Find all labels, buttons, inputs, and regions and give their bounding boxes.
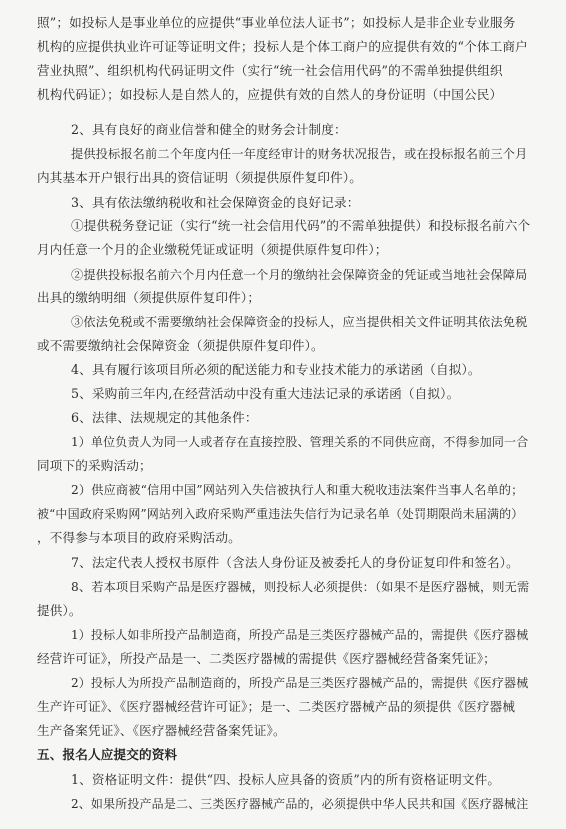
text-line: 4、具有履行该项目所必须的配送能力和专业技术能力的承诺函（自拟）。 xyxy=(71,362,481,377)
text-line: ，不得参与本项目的政府采购活动。 xyxy=(37,530,241,545)
text-line: 1）单位负责人为同一人或者存在直接控股、管理关系的不同供应商，不得参加同一合 xyxy=(71,435,529,449)
text-line: 或不需要缴纳社会保障资金（须提供原件复印件）。 xyxy=(37,338,324,353)
text-line: 2、具有良好的商业信誉和健全的财务会计制度： xyxy=(71,122,347,137)
text-line: 出具的缴纳明细（须提供原件复印件）； xyxy=(37,290,261,305)
text-line: 提供）。 xyxy=(37,603,82,618)
text-line: 2）供应商被“信用中国”网站列入失信被执行人和重大税收违法案件当事人名单的； xyxy=(71,483,524,497)
text-line: 照”；如投标人是事业单位的应提供“事业单位法人证书”；如投标人是非企业专业服务 xyxy=(37,15,516,30)
text-line: 1）投标人如非所投产品制造商，所投产品是三类医疗器械产品的，需提供《医疗器械 xyxy=(71,628,529,642)
text-line: 3、具有依法缴纳税收和社会保障资金的良好记录： xyxy=(71,195,360,210)
text-line: ①提供税务登记证（实行“统一社会信用代码”的不需单独提供）和投标报名前六个 xyxy=(71,218,531,233)
text-line: 7、法定代表人授权书原件（含法人身份证及被委托人的身份证复印件和签名）。 xyxy=(71,555,519,570)
text-line: 生产备案凭证》、《医疗器械经营备案凭证》。 xyxy=(37,723,286,738)
text-line: 营业执照”、组织机构代码证明文件（实行“统一社会信用代码”的不需单独提供组织 xyxy=(37,63,503,78)
text-line: 机构的应提供执业许可证等证明文件；投标人是个体工商户的应提供有效的“个体工商户 xyxy=(37,39,528,54)
text-line: 2）投标人为所投产品制造商的，所投产品是三类医疗器械产品的，需提供《医疗器械 xyxy=(71,676,529,690)
section-heading: 五、报名人应提交的资料 xyxy=(37,747,178,762)
text-line: 提供投标报名前二个年度内任一年度经审计的财务状况报告，或在投标报名前三个月 xyxy=(71,147,528,161)
text-line: 月内任意一个月的企业缴税凭证或证明（须提供原件复印件）； xyxy=(37,242,388,257)
text-line: 5、采购前三年内,在经营活动中没有重大违法记录的承诺函（自拟）。 xyxy=(71,386,460,401)
text-line: 1、资格证明文件：提供“四、投标人应具备的资质”内的所有资格证明文件。 xyxy=(71,772,501,787)
text-line: 被“中国政府采购网”网站列入政府采购严重违法失信行为记录名单（处罚期限尚未届满的） xyxy=(37,507,524,521)
text-line: 经营许可证》，所投产品是一、二类医疗器械的需提供《医疗器械经营备案凭证》； xyxy=(37,651,496,666)
text-line: ③依法免税或不需要缴纳社会保障资金的投标人，应当提供相关文件证明其依法免税 xyxy=(71,315,528,329)
text-line: ②提供投标报名前六个月内任意一个月的缴纳社会保障资金的凭证或当地社会保障局 xyxy=(71,268,528,282)
text-line: 同项下的采购活动； xyxy=(37,458,152,473)
text-line: 6、法律、法规规定的其他条件： xyxy=(71,410,258,425)
text-line: 2、如果所投产品是二、三类医疗器械产品的，必须提供中华人民共和国《医疗器械注 xyxy=(71,797,529,811)
text-line: 机构代码证）；如投标人是自然人的，应提供有效的自然人的身份证明（中国公民） xyxy=(37,87,503,102)
text-line: 8、若本项目采购产品是医疗器械，则投标人必须提供：（如果不是医疗器械，则无需 xyxy=(71,580,530,594)
text-line: 内其基本开户银行出具的资信证明（须提供原件复印件）。 xyxy=(37,170,363,185)
text-line: 生产许可证》、《医疗器械经营许可证》；是一、二类医疗器械产品的须提供《医疗器械 xyxy=(37,699,516,714)
